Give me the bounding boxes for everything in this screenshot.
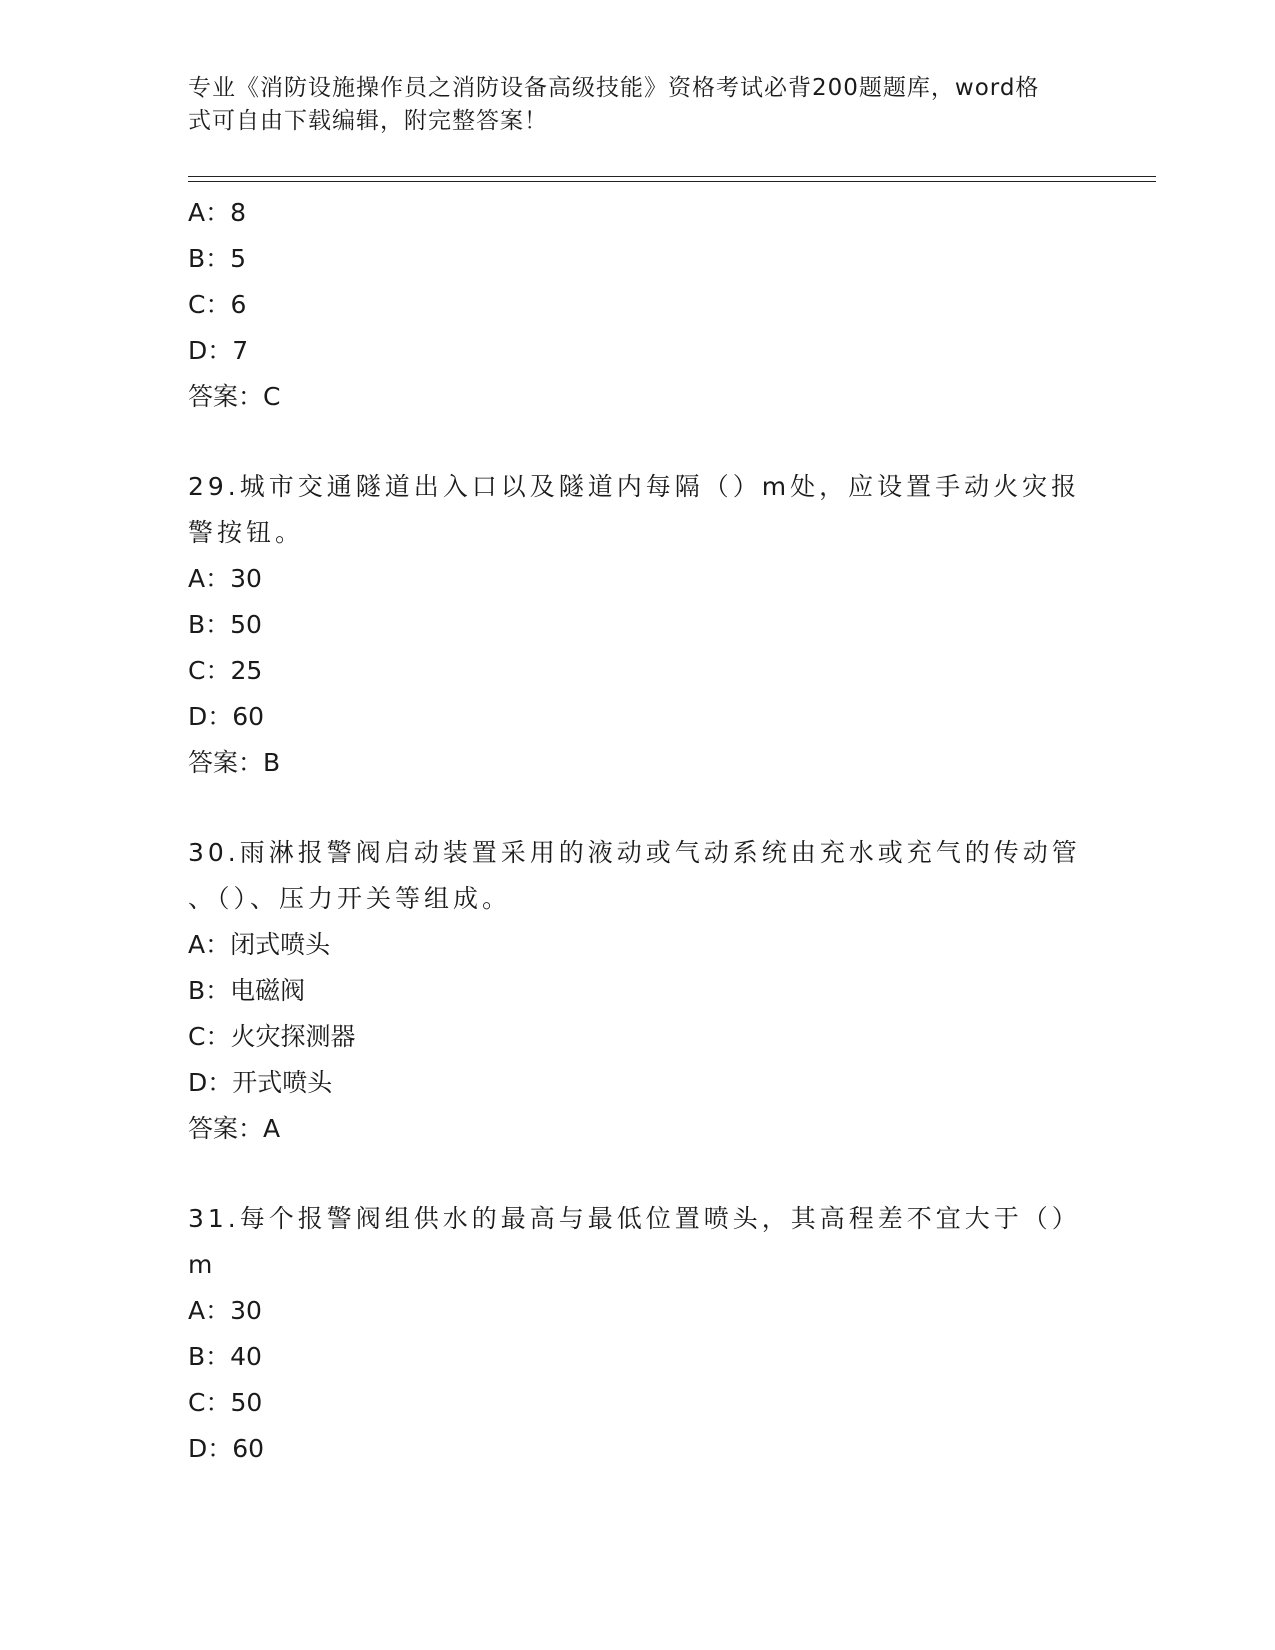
question-text-line-1: 30.雨淋报警阀启动装置采用的液动或气动系统由充水或充气的传动管: [188, 838, 1081, 867]
header-line-1: 专业《消防设施操作员之消防设备高级技能》资格考试必背200题题库，word格: [188, 75, 1040, 101]
option-a: A：闭式喷头: [188, 930, 331, 959]
question-31-block: [188, 1196, 1088, 1472]
answer-label: 答案：A: [188, 1114, 281, 1143]
question-29-block: [188, 464, 1088, 786]
header-divider-top: [188, 176, 1156, 177]
question-30-block: [188, 830, 1088, 1152]
option-b: B：50: [188, 610, 262, 639]
question-text-line-1: 31.每个报警阀组供水的最高与最低位置喷头，其高程差不宜大于（）: [188, 1204, 1081, 1233]
option-c: C：50: [188, 1388, 263, 1417]
option-a: A：8: [188, 198, 247, 227]
option-a: A：30: [188, 564, 262, 593]
option-d: D：60: [188, 702, 265, 731]
answer-label: 答案：C: [188, 382, 281, 411]
question-text-line-2: m: [188, 1250, 217, 1279]
option-b: B：5: [188, 244, 247, 273]
option-d: D：7: [188, 336, 249, 365]
question-list: [188, 190, 1088, 1472]
option-c: C：6: [188, 290, 247, 319]
header-line-2: 式可自由下载编辑，附完整答案！: [188, 108, 548, 134]
document-header: [188, 72, 1088, 138]
option-c: C：火灾探测器: [188, 1022, 356, 1051]
question-text-line-2: 、（）、压力开关等组成。: [188, 884, 512, 913]
header-divider-bottom: [188, 181, 1156, 182]
option-c: C：25: [188, 656, 263, 685]
option-a: A：30: [188, 1296, 262, 1325]
option-d: D：60: [188, 1434, 265, 1463]
option-d: D：开式喷头: [188, 1068, 333, 1097]
answer-label: 答案：B: [188, 748, 281, 777]
question-28-block: [188, 190, 1088, 420]
option-b: B：40: [188, 1342, 262, 1371]
question-text-line-1: 29.城市交通隧道出入口以及隧道内每隔（）m处，应设置手动火灾报: [188, 472, 1081, 501]
option-b: B：电磁阀: [188, 976, 306, 1005]
question-text-line-2: 警按钮。: [188, 518, 305, 547]
